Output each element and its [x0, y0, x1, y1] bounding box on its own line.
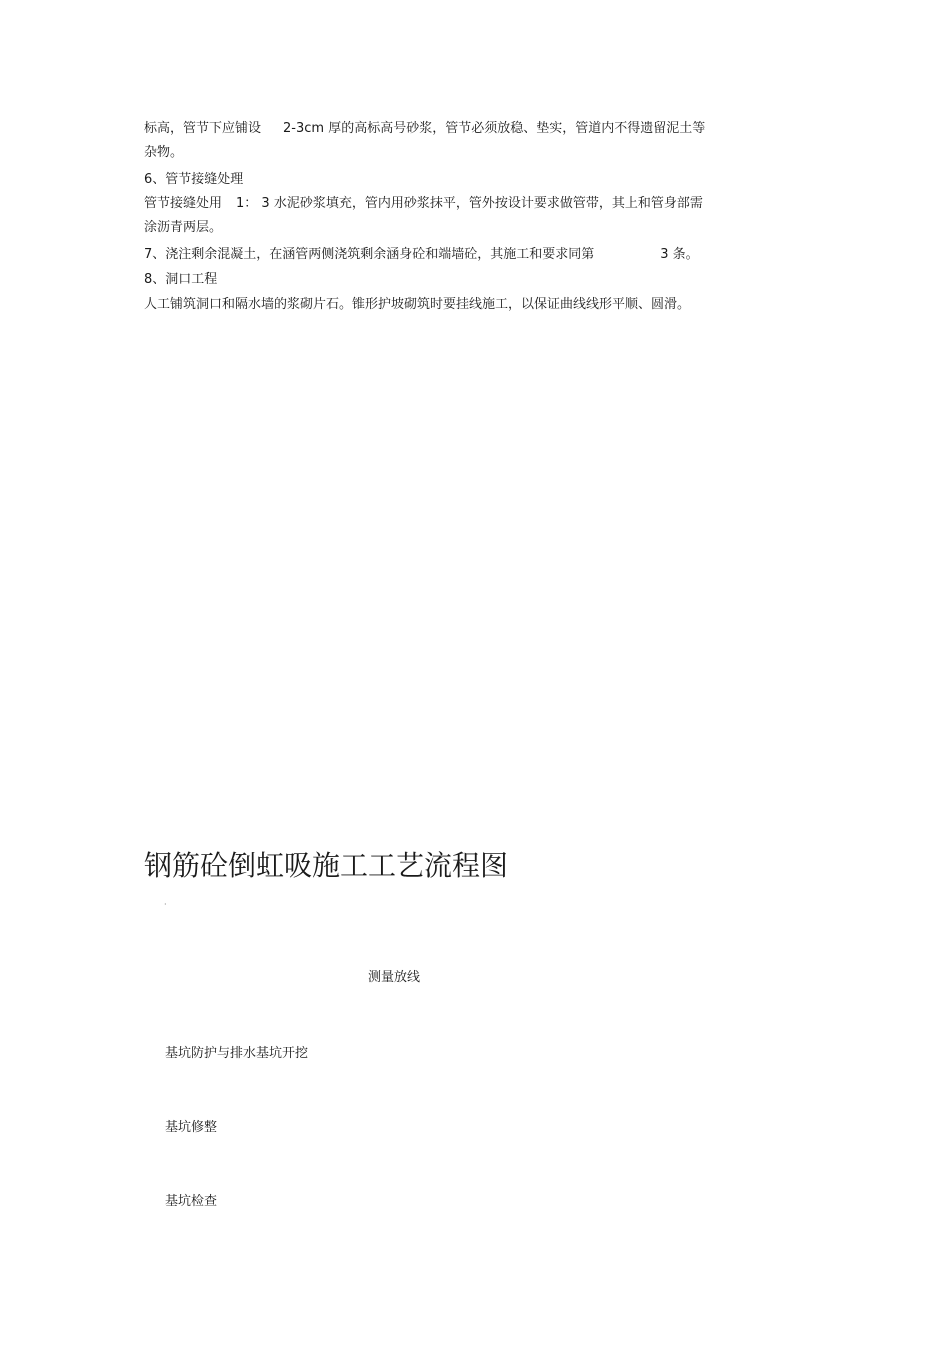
section-heading-7: [144, 246, 699, 264]
text-segment: 标高，管节下应铺设: [144, 121, 262, 136]
text-segment: 1： 3 水泥砂浆填充，管内用砂浆抹平，管外按设计要求做管带，其上和管身部需: [236, 196, 703, 211]
flow-step-excavation: 基坑防护与排水基坑开挖: [165, 1046, 309, 1061]
flow-step-survey: 测量放线: [368, 970, 421, 985]
paragraph-line: [144, 195, 703, 213]
section-heading-8: 8、洞口工程: [144, 272, 218, 287]
text-segment: 管节接缝处用: [144, 196, 223, 211]
paragraph-line: [144, 120, 705, 138]
flowchart-title: 钢筋砼倒虹吸施工工艺流程图: [144, 849, 509, 882]
section-heading-6: 6、管节接缝处理: [144, 172, 244, 187]
flow-step-trim: 基坑修整: [165, 1120, 218, 1135]
stray-mark: ·: [164, 900, 167, 909]
text-segment: 7、浇注剩余混凝土，在涵管两侧浇筑剩余涵身砼和端墙砼，其施工和要求同第: [144, 247, 595, 262]
text-segment: 3 条。: [660, 247, 699, 262]
paragraph-line: 杂物。: [144, 145, 184, 160]
paragraph-line: 涂沥青两层。: [144, 220, 223, 235]
paragraph-line: 人工铺筑洞口和隔水墙的浆砌片石。锥形护坡砌筑时要挂线施工，以保证曲线线形平顺、圆滑。: [144, 297, 691, 312]
text-segment: 2-3cm 厚的高标高号砂浆，管节必须放稳、垫实，管道内不得遗留泥土等: [283, 121, 706, 136]
flow-step-inspect: 基坑检查: [165, 1194, 218, 1209]
